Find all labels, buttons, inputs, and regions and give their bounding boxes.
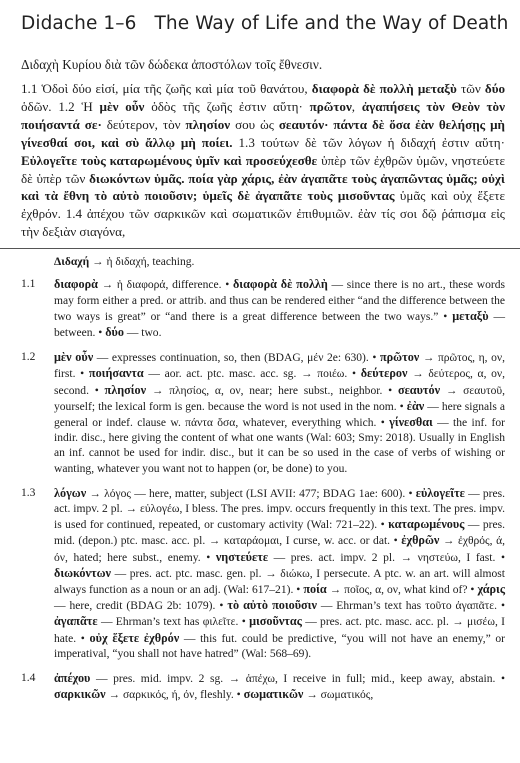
note-headword: διαφορὰ δὲ πολλὴ [232,277,328,292]
document-page [21,12,509,712]
note-headword: σωματικῶν [243,687,304,702]
note-headword: μισοῦντας [249,614,302,629]
note-1-2 [21,350,505,477]
note-headword: καταρωμένους [388,517,465,532]
section-title: The Way of Life and the Way of Death [154,13,509,34]
glossed-word: μὲν οὖν [99,98,145,114]
section-divider [0,248,520,249]
note-headword: ἀγαπᾶτε [54,614,98,629]
note-headword: διαφορὰ [54,277,98,292]
greek-text: 1.1 Ὁδοὶ δύο εἰσί, μία τῆς ζωῆς καὶ μία τοῦ θανάτου, διαφορὰ δὲ πολλὴ μεταξὺ τῶν δύο ὁδῶν. 1.2 Ἡ μὲν οὖν ὁδὸς τῆς ζωῆς ἐστιν αὕτη· πρῶτον, ἀγαπήσεις τὸν Θεὸν τὸν ποιήσαντά σε· δεύτερον, τὸν πλησίον σου ὡς σεαυτόν· πάντα δὲ ὅσα ἐὰν θελήσῃς μὴ γίνεσθαί σοι, καὶ σὺ ἄλλῳ μὴ ποίει. 1.3 τούτων δὲ τῶν λόγων ἡ διδαχή ἐστιν αὕτη· Εὐλογεῖτε τοὺς καταρωμένους ὑμῖν καὶ προσεύχεσθε ὑπὲρ τῶν ἐχθρῶν ὑμῶν, νηστεύετε δὲ ὑπὲρ τῶν διωκόντων ὑμᾶς. ποία γὰρ χάρις, ἐὰν ἀγαπᾶτε τοὺς ἀγαπῶντας ὑμᾶς; οὐχὶ καὶ τὰ ἔθνη τὸ αὐτὸ ποιοῦσιν; ὑμεῖς δὲ ἀγαπᾶτε τοὺς μισοῦντας ὑμᾶς καὶ οὐχ ἕξετε ἐχθρόν. 1.4 ἀπέχου τῶν σαρκικῶν καὶ σωματικῶν ἐπιθυμιῶν. ἐὰν τίς σοι δῷ ῥάπισμα εἰς τὴν δεξιὰν σιαγόνα, [21,81,506,240]
note-number: 1.2 [21,351,36,364]
note-number: 1.1 [21,278,36,291]
glossed-word: διωκόντων ὑμᾶς. ποία γὰρ χάρις, ἐὰν ἀγαπᾶτε τοὺς ἀγαπῶντας ὑμᾶς; οὐχὶ καὶ τὰ ἔθνη τὸ αὐτὸ ποιοῦσιν; ὑμεῖς δὲ ἀγαπᾶτε τοὺς [21,170,505,204]
note-body: διαφορὰ → ἡ διαφορά, difference. • διαφορὰ δὲ πολλὴ — since there is no art., these words may form either a pred. or attrib. and thus can be rendered either “and the difference between the two ways is great” or “and there is a great difference between the two ways.” • μεταξὺ — between. • δύο — two. [54,277,506,339]
glossed-word: σεαυτόν· πάντα δὲ ὅσα ἐὰν θελήσῃς μὴ γίνεσθαί σοι, καὶ σὺ ἄλλῳ μὴ ποίει. [21,116,505,150]
note-headword: νηστεύετε [215,549,269,564]
note-headword: ἀπέχου [54,671,91,686]
note-headword: δεύτερον [360,366,408,381]
note-headword: γίνεσθαι [389,414,433,429]
note-headword: πλησίον [104,382,147,397]
glossed-word: ἀγαπήσεις τὸν Θεὸν τὸν ποιήσαντά σε· [21,98,505,132]
note-headword: χάρις [477,582,505,597]
page-title [21,12,509,36]
glossed-word: μισοῦντας [337,188,395,204]
note-number: 1.3 [21,486,36,499]
note-body: λόγων → λόγος — here, matter, subject (LSI AVII: 477; BDAG 1ae: 600). • εὐλογεῖτε — pres. act. impv. 2 pl. → εὐλογέω, I bless. The pres. impv. occurs frequently in this text. The pres. impv. is used for continued, repeated, or customary activity (Wal: 721–22). • καταρωμένους — pres. mid. (depon.) ptc. masc. acc. pl. → καταράομαι, I curse, w. acc. or dat. • ἐχθρῶν → ἐχθρός, ά, όν, hated; here subst., enemy. • νηστεύετε — pres. act. impv. 2 pl. → νηστεύω, I fast. • διωκόντων — pres. act. ptc. masc. gen. pl. → διώκω, I persecute. A ptc. w. an art. will almost always function as a noun or an adj. (Wal: 617–21). • ποία → ποῖος, α, ον, what kind of? • χάρις — here, credit (BDAG 2b: 1079). • τὸ αὐτὸ ποιοῦσιν — Ehrman’s text has τοῦτο ἀγαπᾶτε. • ἀγαπᾶτε — Ehrman’s text has φιλεῖτε. • μισοῦντας — pres. act. ptc. masc. acc. pl. → μισέω, I hate. • οὐχ ἕξετε ἐχθρόν — this fut. could be predictive, “you will not have an enemy,” or imperatival, “you shall not have hatred” (Wal: 568–69). [54,485,506,660]
note-headword: ἐὰν [406,398,425,413]
note-headword: σαρκικῶν [54,687,106,702]
note-headword: λόγων [54,485,87,500]
glossed-word: διαφορὰ δὲ πολλὴ [311,81,414,96]
note-headword: Διδαχή [54,256,90,269]
glossed-word: πλησίον [185,116,231,132]
note-1-3 [21,486,505,662]
note-headword: σεαυτόν [397,382,441,397]
note-headword: μὲν οὖν [54,350,94,365]
note-intro: Διδαχή → ἡ διδαχή, teaching. [54,256,195,269]
note-headword: δύο [105,324,124,339]
glossed-word: δύο [484,81,506,96]
note-headword: τὸ αὐτὸ ποιοῦσιν [227,598,317,613]
note-headword: μεταξὺ [452,308,489,323]
note-headword: ποία [303,582,327,597]
glossed-word: πρῶτον [309,98,352,114]
note-headword: οὐχ ἕξετε ἐχθρόν [89,630,180,645]
glossed-word: Εὐλογεῖτε τοὺς καταρωμένους ὑμῖν καὶ προσεύχεσθε [21,152,318,168]
notes-section [21,255,505,703]
note-headword: πρῶτον [379,350,420,365]
glossed-word: μεταξὺ [417,81,457,96]
note-headword: ἐχθρῶν [401,533,440,548]
note-headword: διωκόντων [54,565,111,580]
note-body: μὲν οὖν — expresses continuation, so, then (BDAG, μέν 2e: 630). • πρῶτον → πρῶτος, η, ον, first. • ποιήσαντα — aor. act. ptc. masc. acc. sg. → ποιέω. • δεύτερον → δεύτερος, α, ον, second. • πλησίον → πλησίος, α, ον, near; here subst., neighbor. • σεαυτόν → σεαυτοῦ, yourself; the lexical form is gen. because the word is not used in the nom. • ἐὰν — here signals a general or indef. clause w. πάντα ὅσα, whatever, everything which. • γίνεσθαι — the inf. for indir. disc., here giving the content of what one wants (Wal: 603; Smy: 2018). Usually in English an inf. cannot be used for indir. disc., but it can be so used in the case of verbs of wishing or wanting, whatever you want not to happen (or, be done) to you. [54,350,506,475]
note-number: 1.4 [21,672,36,685]
chapter-reference: Didache 1–6 [21,13,137,34]
note-1-4 [21,671,505,703]
note-headword: ποιήσαντα [88,366,144,381]
note-body: ἀπέχου — pres. mid. impv. 2 sg. → ἀπέχω, I receive in full; mid., keep away, abstain. • σαρκικῶν → σαρκικός, ή, όν, fleshly. • σωματικῶν → σωματικός, [54,671,505,702]
note-1-1 [21,277,505,341]
greek-subtitle: Διδαχὴ Κυρίου διὰ τῶν δώδεκα ἀποστόλων τοῖς ἔθνεσιν. [21,57,323,72]
note-headword: εὐλογεῖτε [415,485,465,500]
